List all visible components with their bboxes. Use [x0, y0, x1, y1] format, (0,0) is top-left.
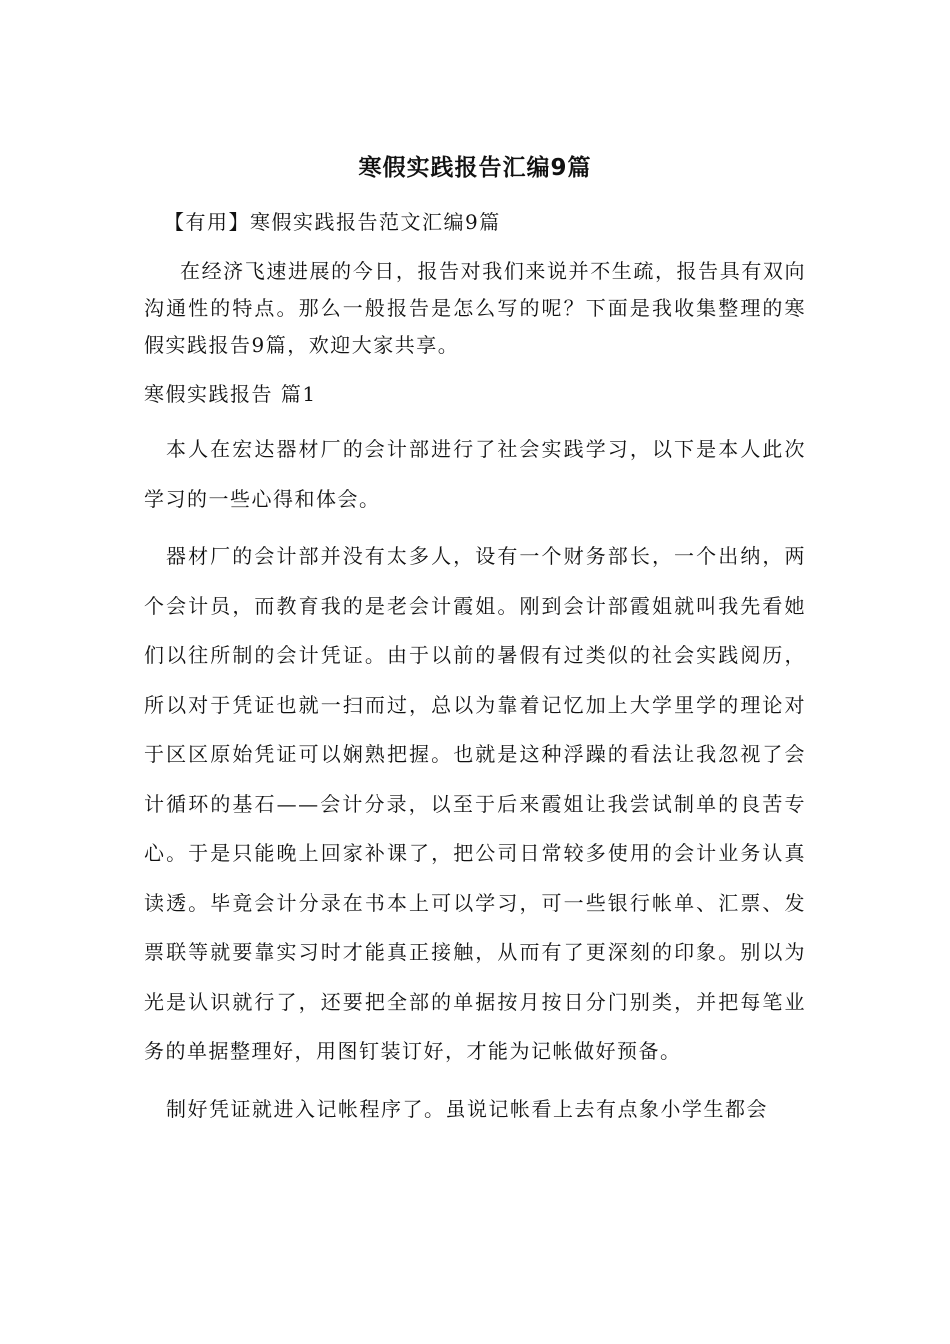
document-body — [144, 204, 806, 1142]
document-subtitle: 【有用】寒假实践报告范文汇编9篇 — [164, 210, 501, 234]
intro-paragraph: 在经济飞速进展的今日，报告对我们来说并不生疏，报告具有双向沟通性的特点。那么一般报告是怎么写的呢？下面是我收集整理的寒假实践报告9篇，欢迎大家共享。 — [144, 259, 806, 357]
section-heading: 寒假实践报告 篇1 — [144, 382, 317, 406]
document-title: 寒假实践报告汇编9篇 — [358, 155, 592, 181]
body-paragraph: 器材厂的会计部并没有太多人，设有一个财务部长，一个出纳，两个会计员，而教育我的是老会计霞姐。刚到会计部霞姐就叫我先看她们以往所制的会计凭证。由于以前的暑假有过类似的社会实践阅历，所以对于凭证也就一扫而过，总以为靠着记忆加上大学里学的理论对于区区原始凭证可以娴熟把握。也就是这种浮躁的看法让我忽视了会计循环的基石——会计分录，以至于后来霞姐让我尝试制单的良苦专心。于是只能晚上回家补课了，把公司日常较多使用的会计业务认真读透。毕竟会计分录在书本上可以学习，可一些银行帐单、汇票、发票联等就要靠实习时才能真正接触，从而有了更深刻的印象。别以为光是认识就行了，还要把全部的单据按月按日分门别类，并把每笔业务的单据整理好，用图钉装订好，才能为记帐做好预备。 — [144, 544, 806, 1063]
body-paragraph: 本人在宏达器材厂的会计部进行了社会实践学习，以下是本人此次学习的一些心得和体会。 — [144, 437, 806, 511]
body-paragraph: 制好凭证就进入记帐程序了。虽说记帐看上去有点象小学生都会 — [166, 1096, 768, 1121]
